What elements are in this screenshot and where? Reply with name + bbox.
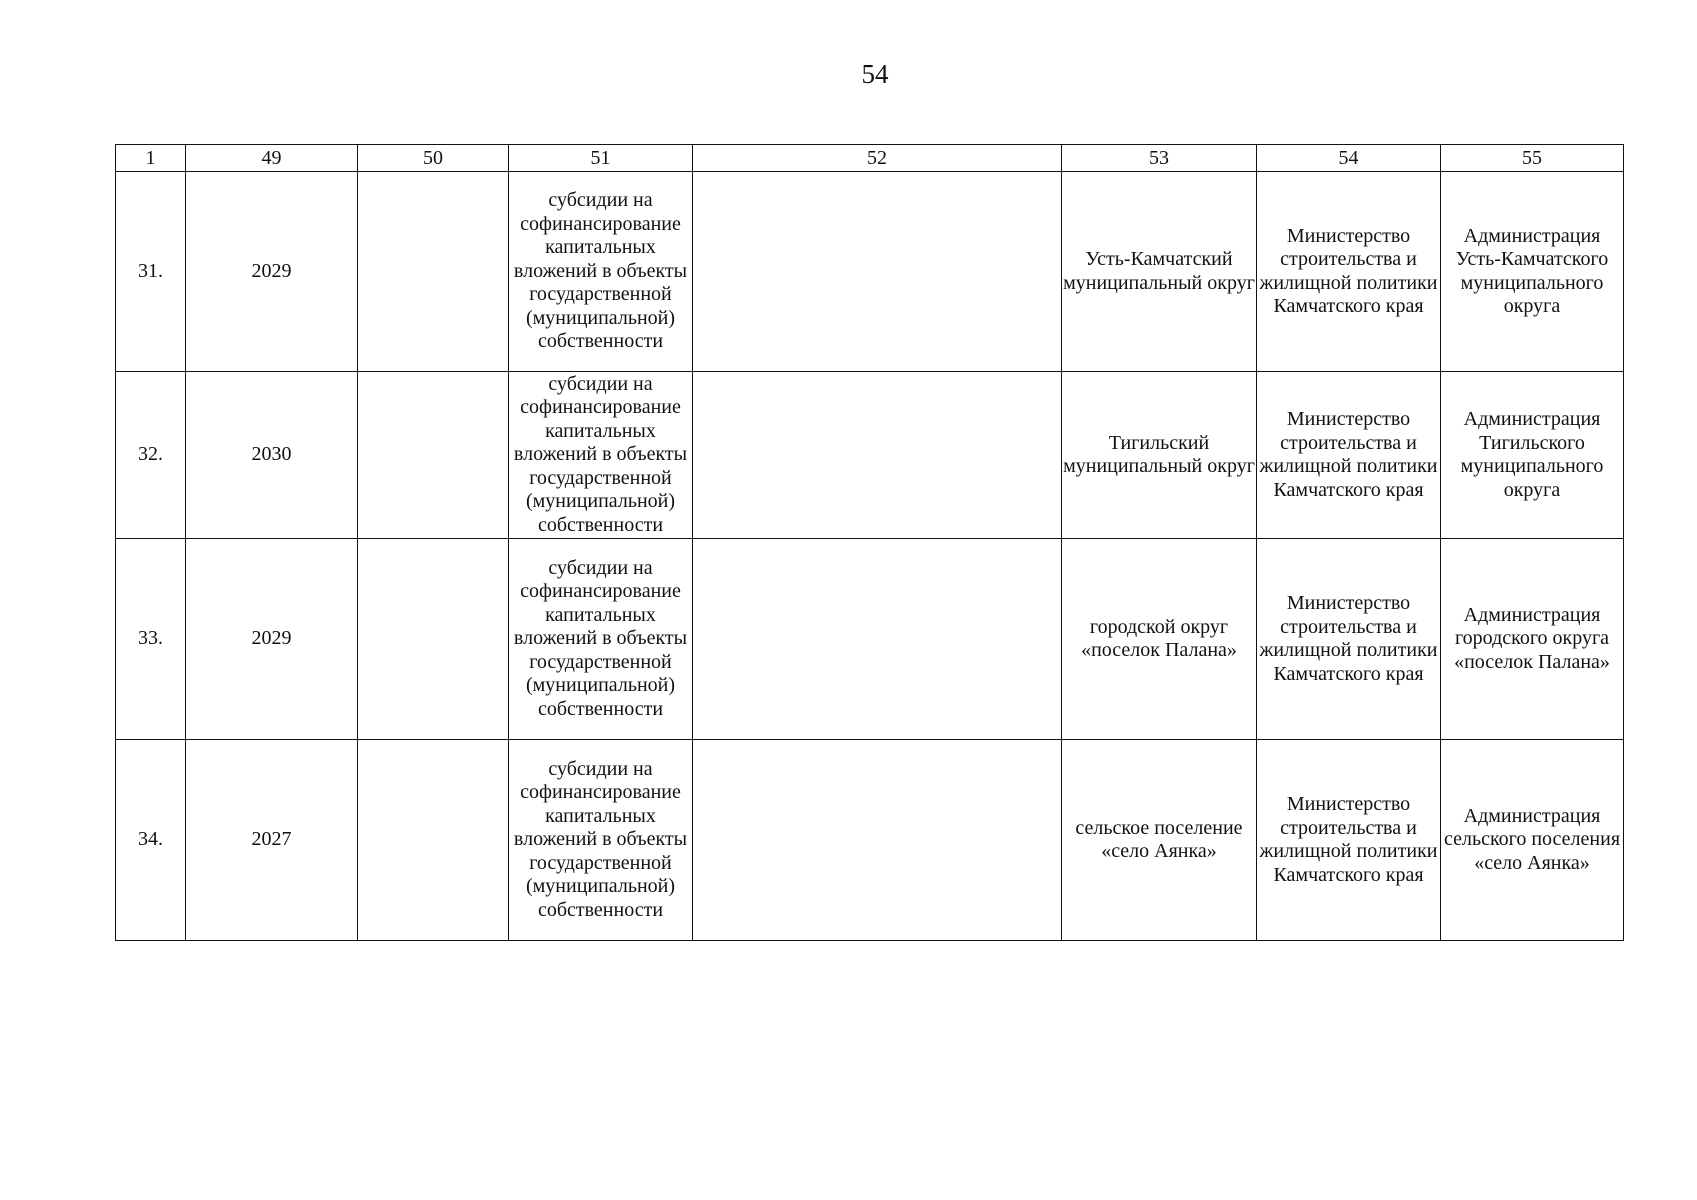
municipality-cell: городской округ «поселок Палана»: [1062, 539, 1257, 740]
column-header-53: 53: [1062, 145, 1257, 172]
year-cell: 2027: [186, 740, 358, 941]
column-header-49: 49: [186, 145, 358, 172]
subsidy-type-cell: субсидии на софинансирование капитальных вложений в объекты государственной (муниципальной) собственности: [509, 172, 693, 372]
administration-cell: Администрация сельского поселения «село Аянка»: [1441, 740, 1624, 941]
municipality-cell: Усть-Камчатский муниципальный округ: [1062, 172, 1257, 372]
subsidy-type-cell: субсидии на софинансирование капитальных вложений в объекты государственной (муниципальной) собственности: [509, 740, 693, 941]
year-cell: 2029: [186, 539, 358, 740]
administration-cell: Администрация Усть-Камчатского муниципального округа: [1441, 172, 1624, 372]
table-row: [116, 539, 1624, 740]
col-50-cell: [358, 740, 509, 941]
col-50-cell: [358, 539, 509, 740]
row-number-cell: 33.: [116, 539, 186, 740]
col-50-cell: [358, 372, 509, 539]
data-table: [115, 144, 1624, 941]
ministry-cell: Министерство строительства и жилищной политики Камчатского края: [1257, 539, 1441, 740]
administration-cell: Администрация Тигильского муниципального округа: [1441, 372, 1624, 539]
col-50-cell: [358, 172, 509, 372]
page-number: 54: [861, 59, 889, 89]
ministry-cell: Министерство строительства и жилищной политики Камчатского края: [1257, 372, 1441, 539]
table-row: [116, 172, 1624, 372]
year-cell: 2029: [186, 172, 358, 372]
subsidy-type-cell: субсидии на софинансирование капитальных вложений в объекты государственной (муниципальной) собственности: [509, 372, 693, 539]
year-cell: 2030: [186, 372, 358, 539]
column-header-51: 51: [509, 145, 693, 172]
municipality-cell: Тигильский муниципальный округ: [1062, 372, 1257, 539]
row-number-cell: 31.: [116, 172, 186, 372]
col-52-cell: [693, 740, 1062, 941]
municipality-cell: сельское поселение «село Аянка»: [1062, 740, 1257, 941]
table-header-row: [116, 145, 1624, 172]
column-header-54: 54: [1257, 145, 1441, 172]
ministry-cell: Министерство строительства и жилищной политики Камчатского края: [1257, 172, 1441, 372]
col-52-cell: [693, 539, 1062, 740]
row-number-cell: 32.: [116, 372, 186, 539]
ministry-cell: Министерство строительства и жилищной политики Камчатского края: [1257, 740, 1441, 941]
col-52-cell: [693, 372, 1062, 539]
administration-cell: Администрация городского округа «поселок Палана»: [1441, 539, 1624, 740]
table-row: [116, 740, 1624, 941]
subsidy-type-cell: субсидии на софинансирование капитальных вложений в объекты государственной (муниципальной) собственности: [509, 539, 693, 740]
column-header-52: 52: [693, 145, 1062, 172]
column-header-50: 50: [358, 145, 509, 172]
row-number-cell: 34.: [116, 740, 186, 941]
column-header-55: 55: [1441, 145, 1624, 172]
column-header-1: 1: [116, 145, 186, 172]
col-52-cell: [693, 172, 1062, 372]
table-row: [116, 372, 1624, 539]
